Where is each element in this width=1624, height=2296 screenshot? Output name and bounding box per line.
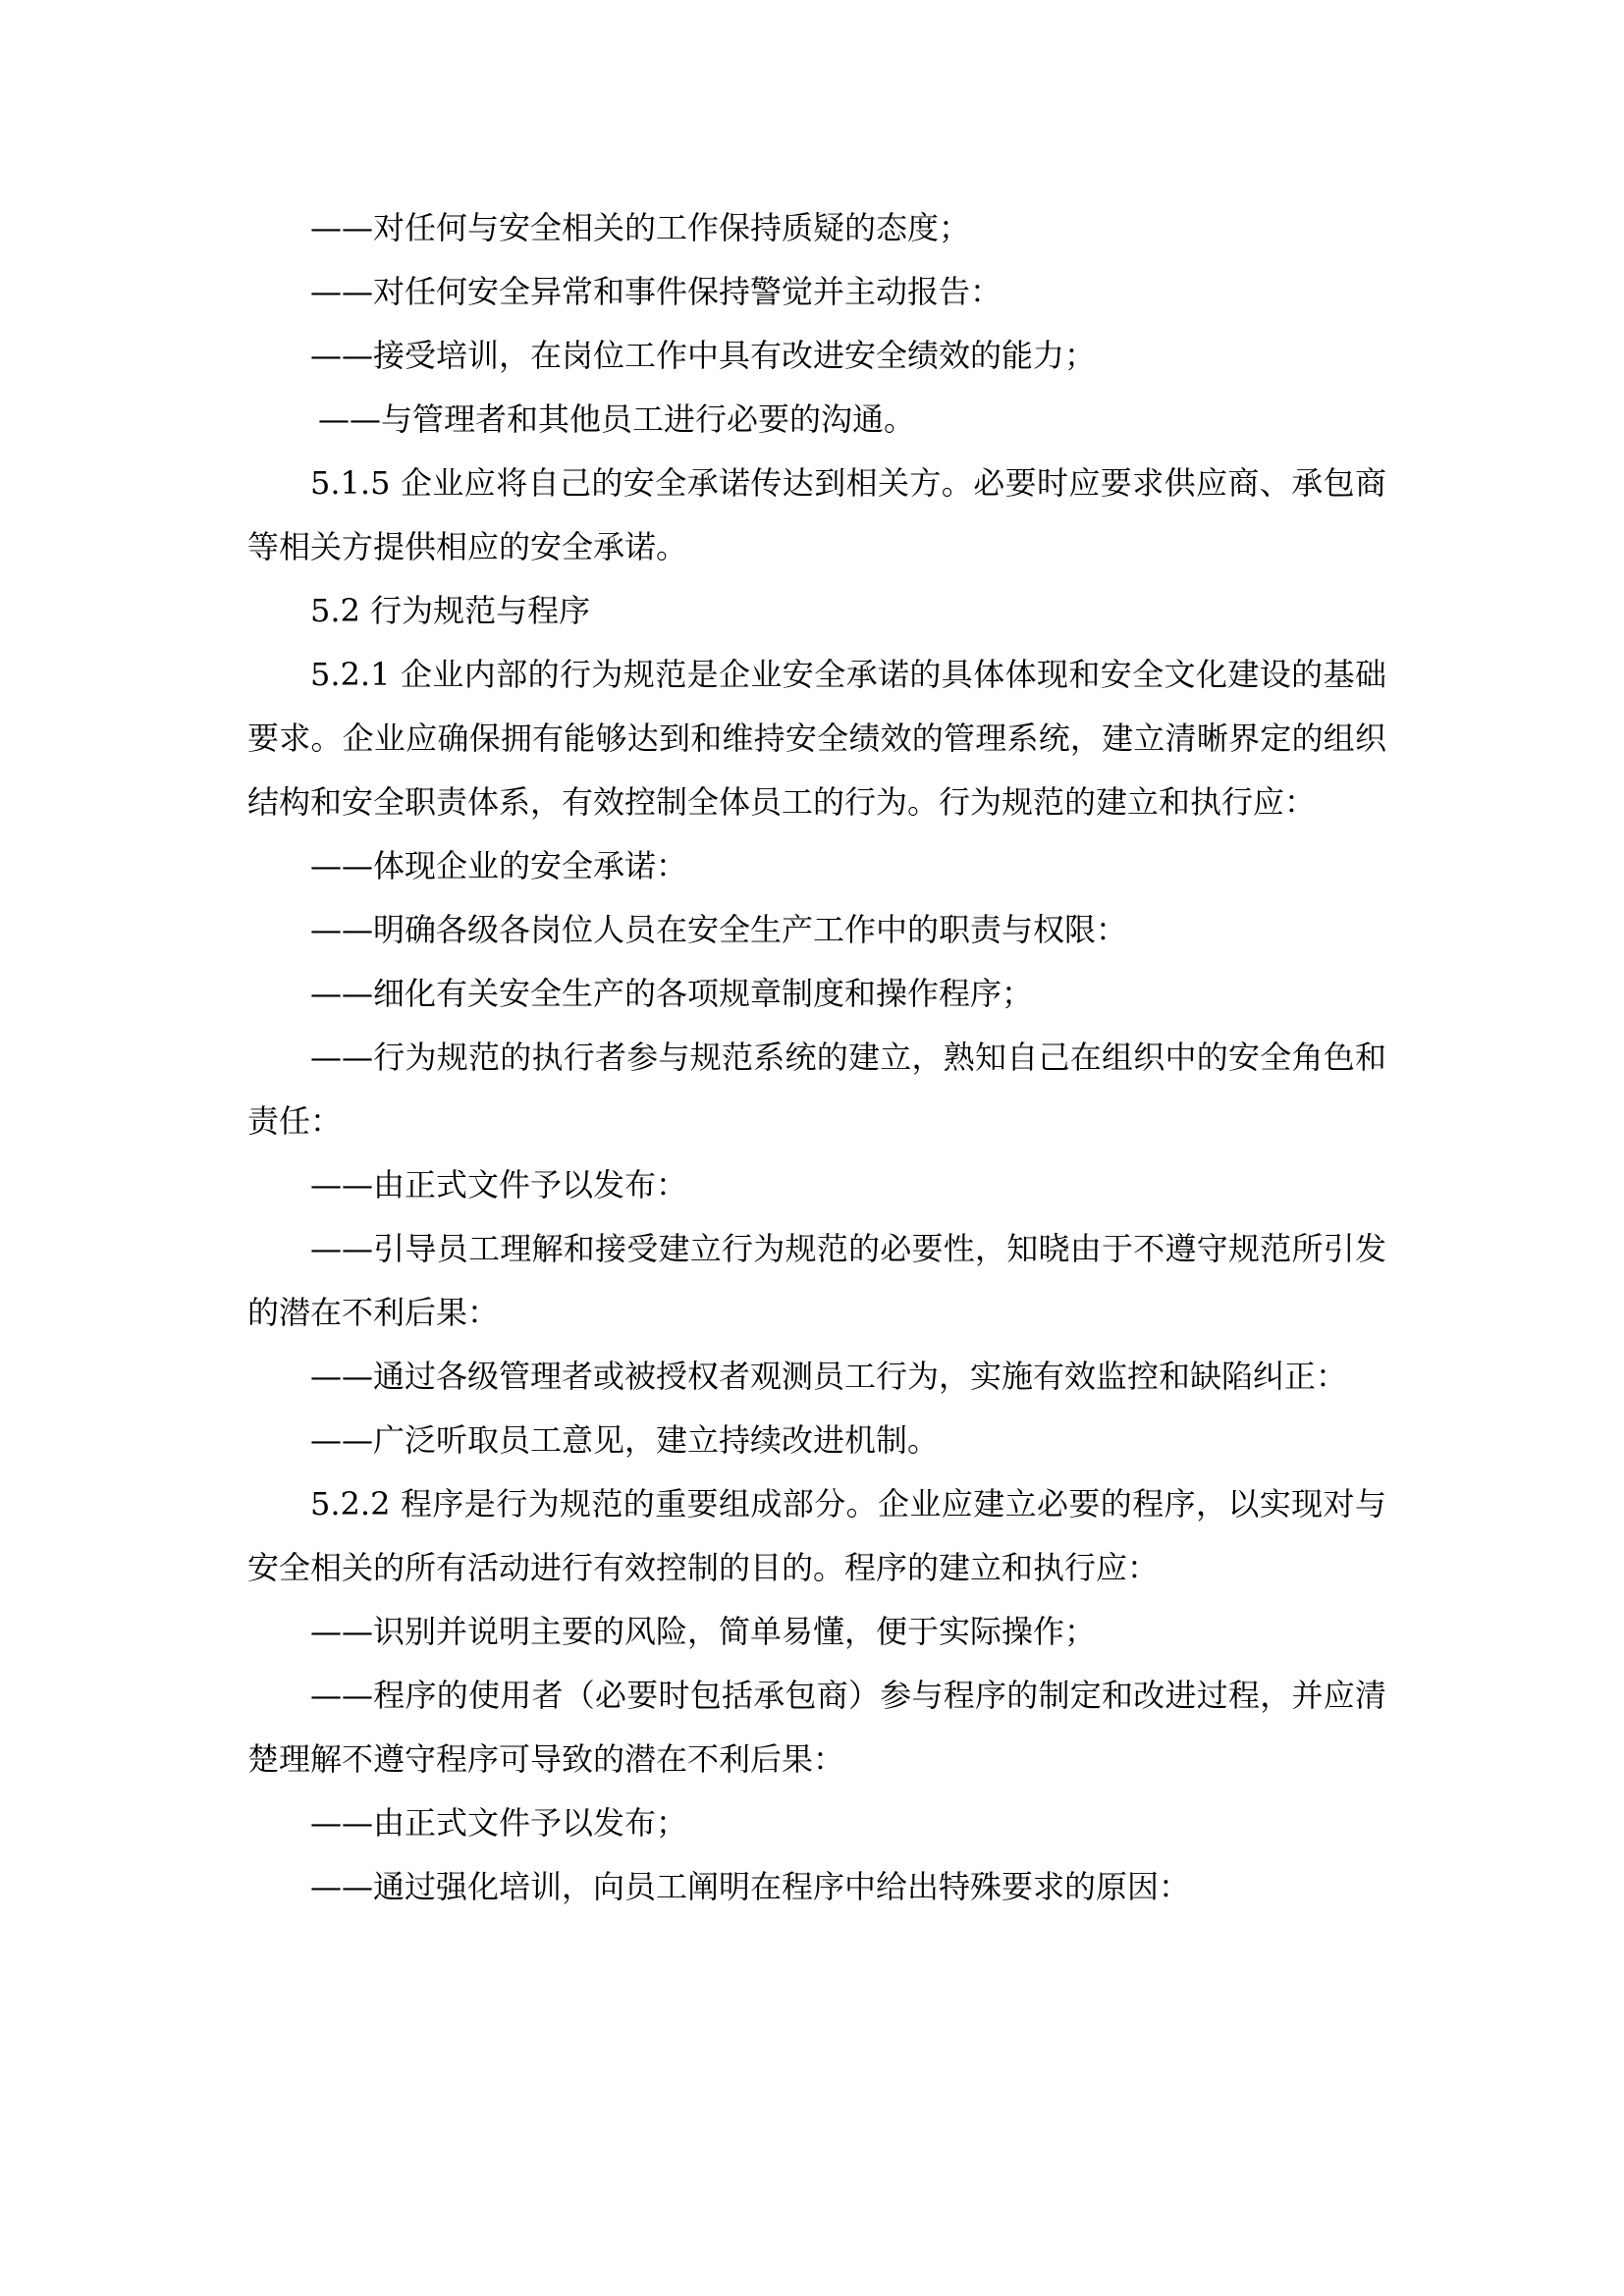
paragraph-13: ——引导员工理解和接受建立行为规范的必要性，知晓由于不遵守规范所引发的潜在不利后果： bbox=[247, 1230, 1386, 1331]
paragraph-15: ——广泛听取员工意见，建立持续改进机制。 bbox=[310, 1421, 940, 1459]
paragraph-17: ——识别并说明主要的风险，简单易懂，便于实际操作； bbox=[310, 1613, 1097, 1650]
paragraph-11: ——行为规范的执行者参与规范系统的建立，熟知自己在组织中的安全角色和责任： bbox=[247, 1039, 1386, 1140]
paragraph-14: ——通过各级管理者或被授权者观测员工行为，实施有效监控和缺陷纠正： bbox=[310, 1358, 1348, 1395]
paragraph-4: ——与管理者和其他员工进行必要的沟通。 bbox=[318, 400, 916, 438]
paragraph-5: 5.1.5 企业应将自己的安全承诺传达到相关方。必要时应要求供应商、承包商等相关方提供相应的安全承诺。 bbox=[247, 464, 1386, 565]
paragraph-16: 5.2.2 程序是行为规范的重要组成部分。企业应建立必要的程序，以实现对与安全相关的所有活动进行有效控制的目的。程序的建立和执行应： bbox=[247, 1485, 1386, 1586]
paragraph-1: ——对任何与安全相关的工作保持质疑的态度； bbox=[310, 209, 971, 246]
paragraph-7: 5.2.1 企业内部的行为规范是企业安全承诺的具体体现和安全文化建设的基础要求。企业应确保拥有能够达到和维持安全绩效的管理系统，建立清晰界定的组织结构和安全职责体系，有效控制全体员工的行为。行为规范的建立和执行应： bbox=[247, 656, 1386, 821]
section-heading-5-2: 5.2 行为规范与程序 bbox=[310, 592, 591, 629]
paragraph-9: ——明确各级各岗位人员在安全生产工作中的职责与权限： bbox=[310, 911, 1128, 948]
paragraph-8: ——体现企业的安全承诺： bbox=[310, 847, 688, 884]
paragraph-20: ——通过强化培训，向员工阐明在程序中给出特殊要求的原因： bbox=[310, 1868, 1191, 1905]
paragraph-19: ——由正式文件予以发布； bbox=[310, 1804, 688, 1842]
paragraph-3: ——接受培训，在岗位工作中具有改进安全绩效的能力； bbox=[310, 337, 1097, 374]
paragraph-12: ——由正式文件予以发布： bbox=[310, 1166, 688, 1203]
paragraph-18: ——程序的使用者（必要时包括承包商）参与程序的制定和改进过程，并应清楚理解不遵守程序可导致的潜在不利后果： bbox=[247, 1677, 1386, 1778]
document-body bbox=[247, 196, 1386, 1919]
paragraph-10: ——细化有关安全生产的各项规章制度和操作程序； bbox=[310, 975, 1034, 1012]
paragraph-2: ——对任何安全异常和事件保持警觉并主动报告： bbox=[310, 273, 1002, 310]
